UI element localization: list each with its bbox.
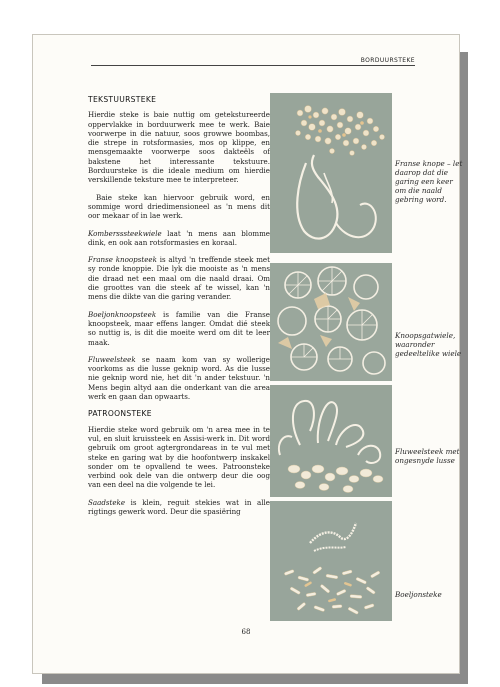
paragraph <box>88 310 270 347</box>
paragraph-text: is altyd 'n treffende steek met sy ronde knoppie. Die lyk die mooiste as 'n mens die draad net een maal om die naald draai. Om die groottes van die steek af te wissel, kan 'n mens die dikte van die garing verander. <box>88 255 270 302</box>
paragraph <box>88 255 270 301</box>
photo-buttonhole-wheels <box>270 263 392 381</box>
stitch-term: Kombersssteekwiele <box>88 228 162 238</box>
book-page <box>32 34 463 674</box>
stitch-term: Boeljonknoopsteek <box>88 309 157 319</box>
page-number: 68 <box>241 628 251 636</box>
text-column <box>88 95 270 524</box>
stitch-term: Fluweelsteek <box>88 354 136 364</box>
running-header: BORDUURSTEKE <box>91 57 415 66</box>
section-title-tekstuursteke: TEKSTUURSTEKE <box>88 95 157 104</box>
section-title-patroonsteke: PATROONSTEKE <box>88 409 152 419</box>
caption-buttonhole-wheels: Knoopsgatwiele, waaronder gedeeltelike wiele <box>395 331 462 358</box>
photo-french-knots <box>270 93 392 253</box>
caption-velvet-stitch: Fluweelsteek met ongesnyde lusse <box>395 447 460 465</box>
caption-french-knots: Franse knope – let daarop dat die garing een keer om die naald gebring word. <box>395 159 463 204</box>
paragraph-text: se naam kom van sy wollerige voorkoms as die lusse geknip word. As die lusse nie geknip word nie, het dit 'n ander tekstuur. 'n Mens begin altyd aan die onderkant van die area werk en gaan dan opwaarts. <box>88 354 270 402</box>
paragraph <box>88 498 270 517</box>
paragraph: Hierdie steke word gebruik om 'n area mee in te vul, en sluit kruissteek en Assisi-werk in. Dit word gebruik om groot agtergrondareas in te vul met steke en garing wat by die hoofontwerp inskakel sonder om te opvallend te wees. Patroonsteke verbind ook dele van die ontwerp deur die oog van een deel na die volgende te lei. <box>88 424 270 490</box>
paragraph <box>88 355 270 401</box>
photo-velvet-stitch <box>270 385 392 497</box>
stitch-term: Saadsteke <box>88 497 126 507</box>
caption-bullion-stitches: Boeljonsteke <box>395 590 442 599</box>
paragraph-text: is familie van die Franse knoopsteek, maar effens langer. Omdat dié steek so nuttig is, is dit die moeite werd om dit te leer maak. <box>88 309 270 347</box>
photo-bullion-stitches <box>270 501 392 621</box>
paragraph: Hierdie steke is baie nuttig om getekstureerde oppervlakke in borduurwerk mee te werk. Baie voorwerpe in die natuur, soos growwe boombas, die strepe in rotsformasies, mos op klippe, en mensgemaakte voorwerpe soos dakteëls of bakstene het interessante tekstuure. Borduursteke is die ideale medium om hierdie verskillende teksture mee te interpreteer. <box>88 110 270 185</box>
stitch-term: Franse knoopsteek <box>88 255 157 265</box>
paragraph <box>88 229 270 248</box>
paragraph: Baie steke kan hiervoor gebruik word, en sommige word driedimensioneel as 'n mens dit oor mekaar of in lae werk. <box>88 192 270 221</box>
paragraph-text: is klein, reguit stekies wat in alle rigtings gewerk word. Deur die spasiëring <box>88 497 270 516</box>
paragraph-text: laat 'n mens aan blomme dink, en ook aan rotsformasies en koraal. <box>88 228 270 247</box>
